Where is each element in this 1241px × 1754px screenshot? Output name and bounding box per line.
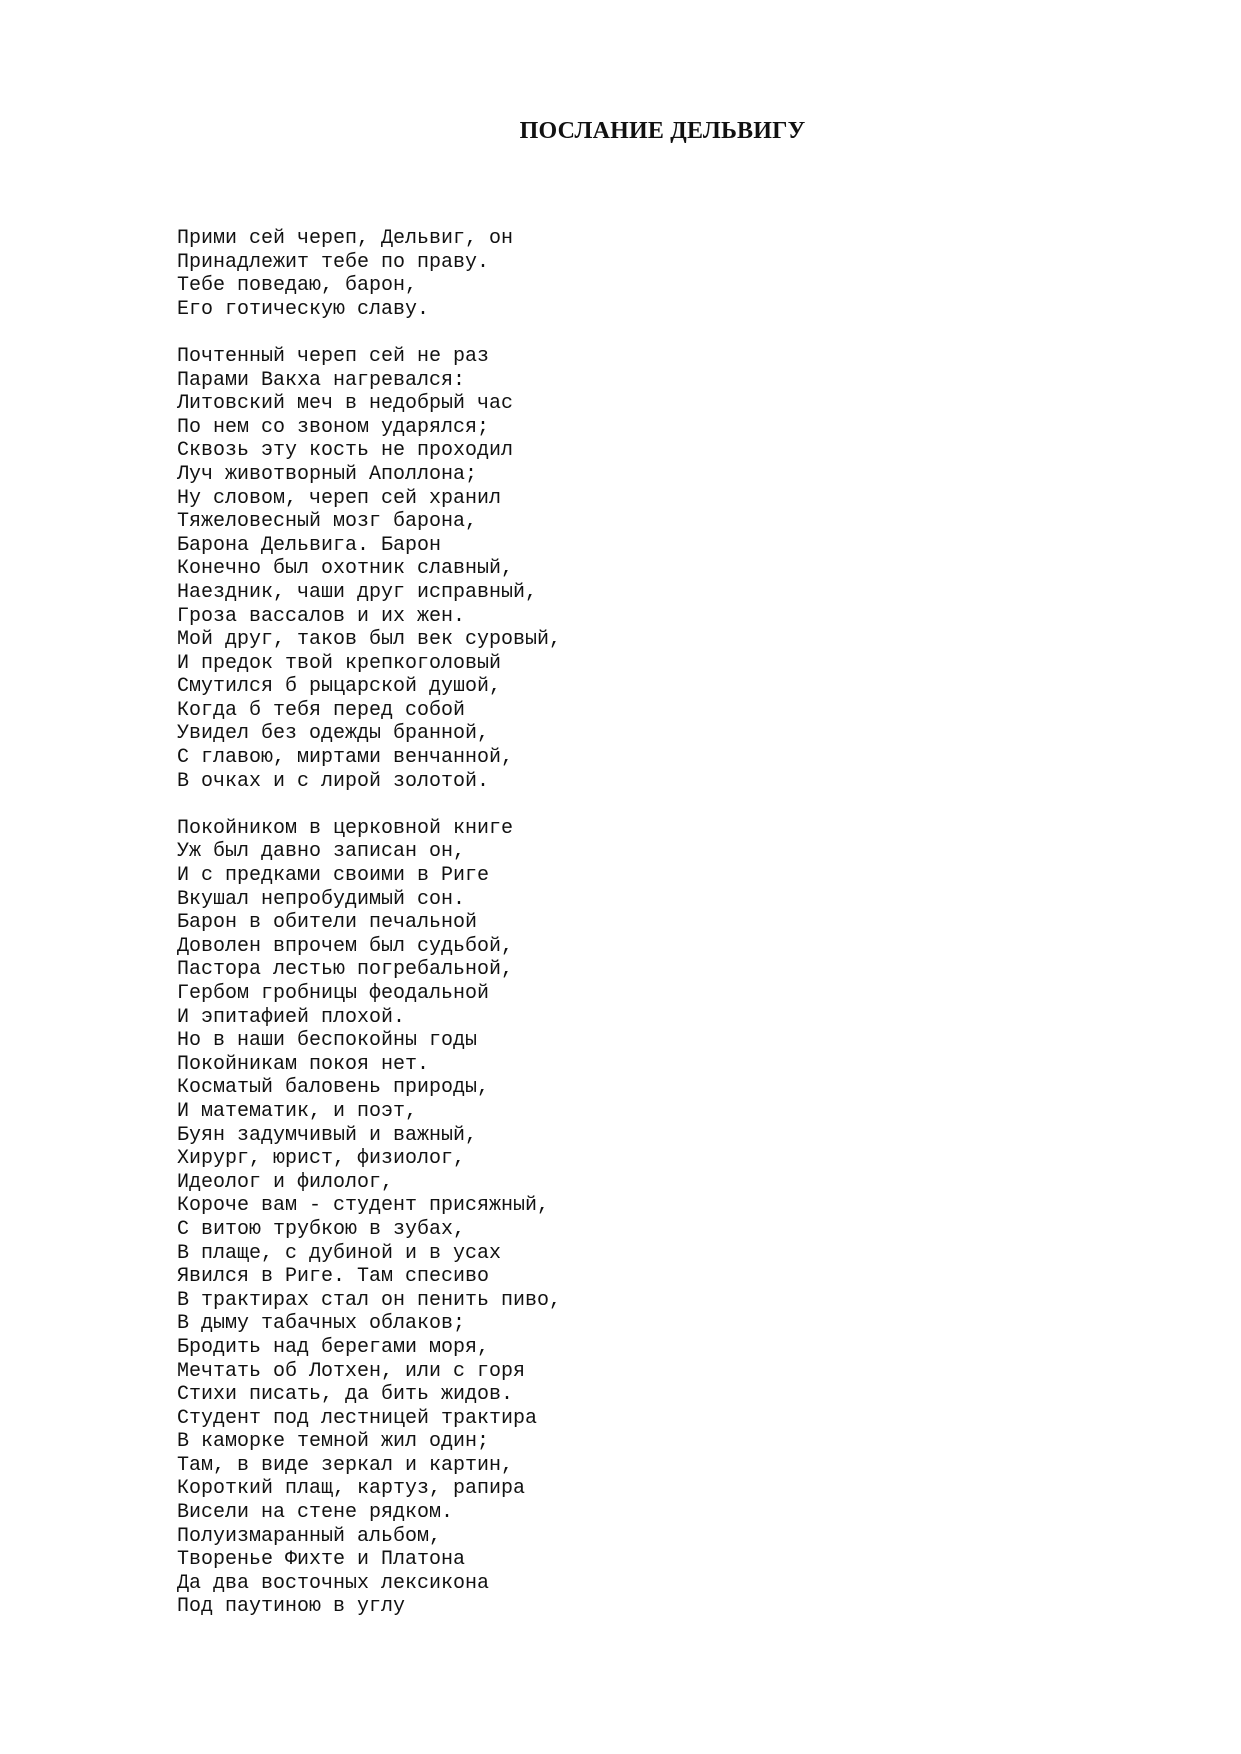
- poem-line: Вкушал непробудимый сон.: [177, 887, 466, 911]
- poem-line: Принадлежит тебе по праву.: [177, 250, 490, 274]
- poem-line: В дыму табачных облаков;: [177, 1312, 466, 1336]
- poem-line: Творенье Фихте и Платона: [177, 1548, 466, 1572]
- poem-line: Доволен впрочем был судьбой,: [177, 934, 514, 958]
- poem-line: Мечтать об Лотхен, или с горя: [177, 1359, 526, 1383]
- poem-line: Пастора лестью погребальной,: [177, 958, 514, 982]
- poem-line: Короткий плащ, картуз, рапира: [177, 1477, 526, 1501]
- poem-line: Конечно был охотник славный,: [177, 557, 514, 581]
- poem-line: Висели на стене рядком.: [177, 1501, 454, 1525]
- poem-line: Явился в Риге. Там спесиво: [177, 1265, 490, 1289]
- poem-line: Увидел без одежды бранной,: [177, 722, 490, 746]
- stanza: [177, 345, 1077, 793]
- poem-line: Его готическую славу.: [177, 297, 430, 321]
- poem-line: Хирург, юрист, физиолог,: [177, 1147, 466, 1171]
- poem-line: Покойникам покоя нет.: [177, 1052, 430, 1076]
- poem-line: Покойником в церковной книге: [177, 816, 514, 840]
- page-title: ПОСЛАНИЕ ДЕЛЬВИГУ: [519, 118, 806, 144]
- poem-line: И математик, и поэт,: [177, 1099, 418, 1123]
- poem-line: Но в наши беспокойны годы: [177, 1029, 478, 1053]
- stanza: [177, 227, 1077, 321]
- poem-line: Гербом гробницы феодальной: [177, 982, 490, 1005]
- poem-line: Студент под лестницей трактира: [177, 1406, 538, 1430]
- poem-line: Луч животворный Аполлона;: [177, 462, 478, 486]
- stanza: [177, 817, 1077, 1619]
- poem-line: Мой друг, таков был век суровый,: [177, 628, 562, 652]
- poem-line: Стихи писать, да бить жидов.: [177, 1383, 514, 1407]
- poem-line: Тебе поведаю, барон,: [177, 274, 418, 298]
- poem-body: [177, 227, 1077, 1643]
- poem-line: Ну словом, череп сей хранил: [177, 486, 502, 510]
- poem-line: Барона Дельвига. Барон: [177, 533, 442, 557]
- poem-line: Барон в обители печальной: [177, 911, 478, 935]
- poem-line: И эпитафией плохой.: [177, 1005, 406, 1029]
- poem-line: Гроза вассалов и их жен.: [177, 604, 466, 628]
- poem-line: Косматый баловень природы,: [177, 1076, 490, 1100]
- poem-line: Буян задумчивый и важный,: [177, 1123, 478, 1147]
- poem-line: Сквозь эту кость не проходил: [177, 439, 514, 463]
- poem-line: Короче вам - студент присяжный,: [177, 1194, 550, 1218]
- poem-line: Полуизмаранный альбом,: [177, 1524, 442, 1548]
- poem-line: Бродить над берегами моря,: [177, 1335, 490, 1359]
- poem-line: Да два восточных лексикона: [177, 1571, 490, 1595]
- poem-line: Литовский меч в недобрый час: [177, 392, 514, 416]
- poem-line: Идеолог и филолог,: [177, 1170, 394, 1194]
- poem-line: Наездник, чаши друг исправный,: [177, 580, 538, 604]
- poem-line: Под паутиною в углу: [177, 1595, 406, 1619]
- poem-line: Там, в виде зеркал и картин,: [177, 1453, 514, 1477]
- poem-line: Смутился б рыцарской душой,: [177, 675, 502, 699]
- poem-line: С главою, миртами венчанной,: [177, 746, 514, 770]
- poem-line: Когда б тебя перед собой: [177, 698, 466, 722]
- poem-line: Тяжеловесный мозг барона,: [177, 510, 478, 534]
- poem-line: В плаще, с дубиной и в усах: [177, 1241, 502, 1265]
- poem-line: В трактирах стал он пенить пиво,: [177, 1288, 562, 1312]
- poem-line: Почтенный череп сей не раз: [177, 344, 490, 368]
- poem-line: С витою трубкою в зубах,: [177, 1217, 466, 1241]
- poem-line: Прими сей череп, Дельвиг, он: [177, 227, 514, 250]
- poem-line: В очках и с лирой золотой.: [177, 769, 490, 793]
- poem-line: И предок твой крепкоголовый: [177, 651, 502, 675]
- poem-line: По нем со звоном ударялся;: [177, 415, 490, 439]
- poem-line: В каморке темной жил один;: [177, 1430, 490, 1454]
- poem-line: Уж был давно записан он,: [177, 840, 466, 864]
- poem-line: И с предками своими в Риге: [177, 864, 490, 888]
- poem-line: Парами Вакха нагревался:: [177, 368, 466, 392]
